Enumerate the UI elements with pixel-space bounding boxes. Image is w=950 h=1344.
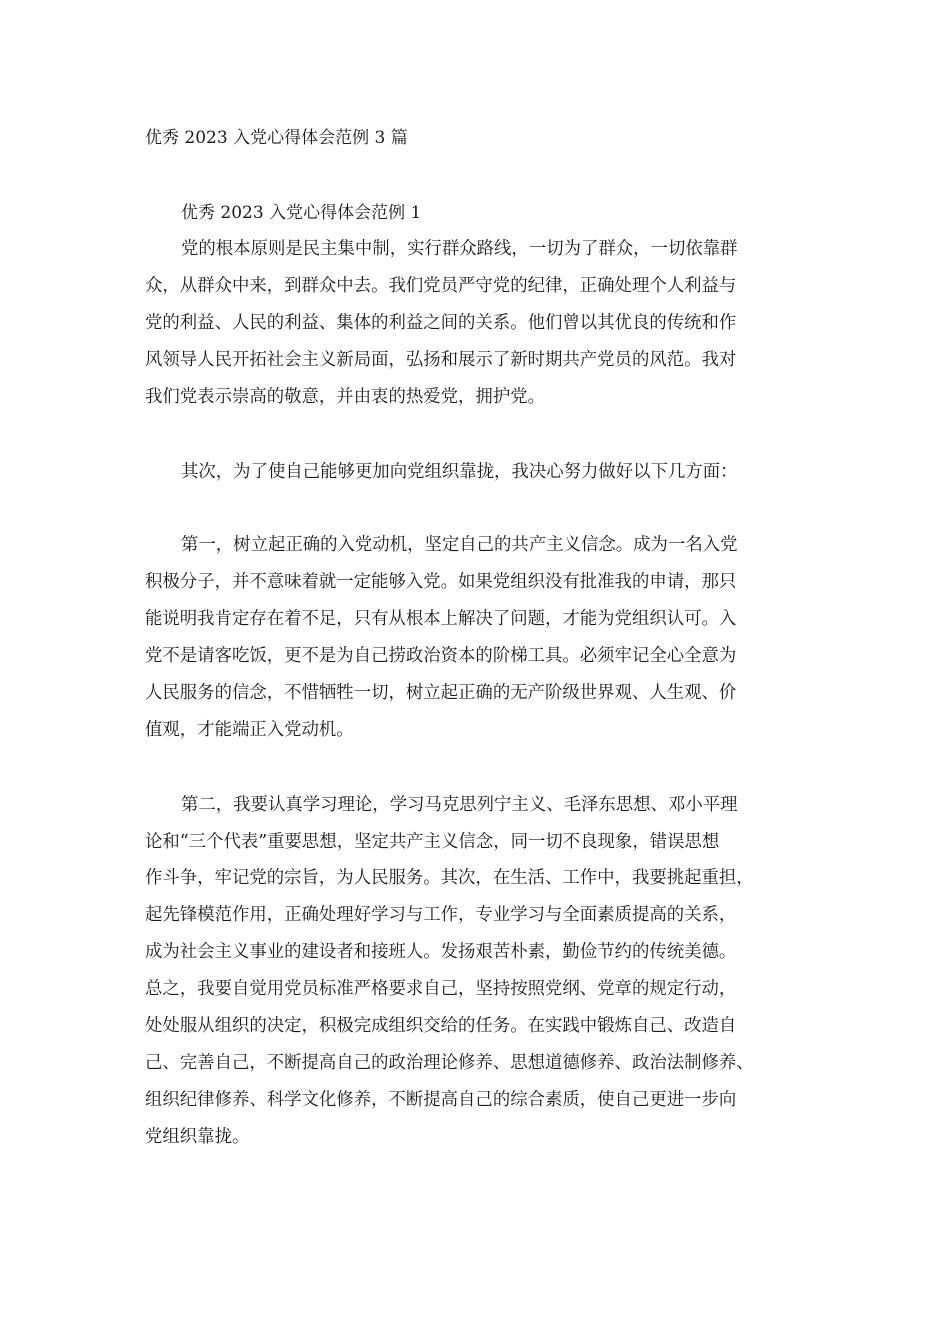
- paragraph-1-line-1: 党的根本原则是民主集中制，实行群众路线，一切为了群众，一切依靠群: [181, 239, 738, 259]
- paragraph-1-line-2: 众，从群众中来，到群众中去。我们党员严守党的纪律，正确处理个人利益与: [145, 276, 737, 296]
- paragraph-4-line-6: 总之，我要自觉用党员标准严格要求自己，坚持按照党纲、党章的规定行动，: [145, 979, 737, 999]
- paragraph-3-line-5: 人民服务的信念，不惜牺牲一切，树立起正确的无产阶级世界观、人生观、价: [145, 683, 737, 703]
- paragraph-4-line-10: 党组织靠拢。: [145, 1127, 250, 1147]
- paragraph-3-line-4: 党不是请客吃饭，更不是为自己捞政治资本的阶梯工具。必须牢记全心全意为: [145, 646, 737, 666]
- paragraph-2-line-1: 其次，为了使自己能够更加向党组织靠拢，我决心努力做好以下几方面：: [181, 462, 738, 482]
- paragraph-1-line-4: 风领导人民开拓社会主义新局面，弘扬和展示了新时期共产党员的风范。我对: [145, 350, 737, 370]
- paragraph-4-line-9: 组织纪律修养、科学文化修养，不断提高自己的综合素质，使自己更进一步向: [145, 1090, 737, 1110]
- paragraph-3-line-2: 积极分子，并不意味着就一定能够入党。如果党组织没有批准我的申请，那只: [145, 572, 737, 592]
- paragraph-4-line-7: 处处服从组织的决定，积极完成组织交给的任务。在实践中锻炼自己、改造自: [145, 1016, 737, 1036]
- section-title: 优秀 2023 入党心得体会范例 1: [181, 203, 422, 223]
- document-title: 优秀 2023 入党心得体会范例 3 篇: [145, 128, 408, 148]
- paragraph-4-line-5: 成为社会主义事业的建设者和接班人。发扬艰苦朴素，勤俭节约的传统美德。: [145, 942, 737, 962]
- paragraph-4-line-3: 作斗争，牢记党的宗旨，为人民服务。其次，在生活、工作中，我要挑起重担，: [145, 868, 754, 888]
- paragraph-4-line-2: 论和“三个代表”重要思想，坚定共产主义信念，同一切不良现象，错误思想: [145, 832, 720, 852]
- paragraph-3-line-3: 能说明我肯定存在着不足，只有从根本上解决了问题，才能为党组织认可。入: [145, 609, 737, 629]
- paragraph-1-line-5: 我们党表示崇高的敬意，并由衷的热爱党，拥护党。: [145, 387, 545, 407]
- paragraph-3-line-1: 第一，树立起正确的入党动机，坚定自己的共产主义信念。成为一名入党: [181, 535, 738, 555]
- paragraph-3-line-6: 值观，才能端正入党动机。: [145, 720, 354, 740]
- paragraph-1-line-3: 党的利益、人民的利益、集体的利益之间的关系。他们曾以其优良的传统和作: [145, 313, 737, 333]
- paragraph-4-line-1: 第二，我要认真学习理论，学习马克思列宁主义、毛泽东思想、邓小平理: [181, 795, 738, 815]
- paragraph-4-line-8: 己、完善自己，不断提高自己的政治理论修养、思想道德修养、政治法制修养、: [145, 1053, 754, 1073]
- paragraph-4-line-4: 起先锋模范作用，正确处理好学习与工作，专业学习与全面素质提高的关系，: [145, 905, 737, 925]
